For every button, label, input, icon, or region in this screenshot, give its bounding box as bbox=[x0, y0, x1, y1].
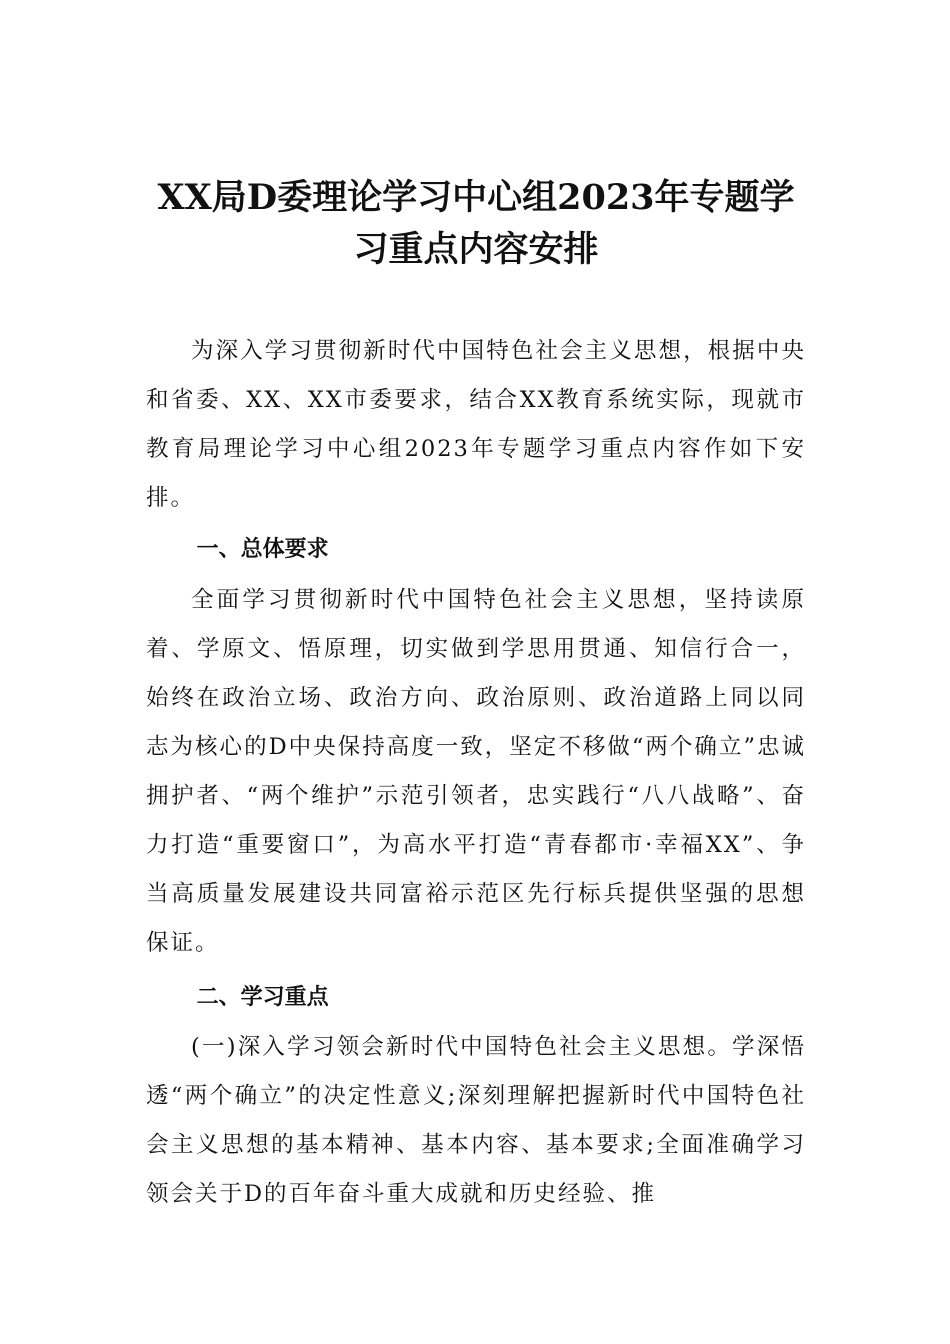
document-title: XX局D委理论学习中心组2023年专题学习重点内容安排 bbox=[157, 177, 795, 270]
section-heading-general-requirements: 一、总体要求 bbox=[196, 537, 329, 562]
intro-paragraph: 为深入学习贯彻新时代中国特色社会主义思想，根据中央和省委、XX、XX市委要求，结合XX教育系统实际，现就市教育局理论学习中心组2023年专题学习重点内容作如下安排。 bbox=[146, 338, 806, 511]
general-requirements-paragraph: 全面学习贯彻新时代中国特色社会主义思想，坚持读原着、学原文、悟原理，切实做到学思用贯通、知信行合一，始终在政治立场、政治方向、政治原则、政治道路上同以同志为核心的D中央保持高度一致，坚定不移做“两个确立”忠诚拥护者、“两个维护”示范引领者，忠实践行“八八战略”、奋力打造“重要窗口”，为高水平打造“青春都市·幸福XX”、争当高质量发展建设共同富裕示范区先行标兵提供坚强的思想保证。 bbox=[146, 587, 806, 956]
section-heading-study-focus: 二、学习重点 bbox=[196, 985, 329, 1010]
study-focus-paragraph: (一)深入学习领会新时代中国特色社会主义思想。学深悟透“两个确立”的决定性意义;深刻理解把握新时代中国特色社会主义思想的基本精神、基本内容、基本要求;全面准确学习领会关于D的百年奋斗重大成就和历史经验、推 bbox=[146, 1034, 806, 1207]
